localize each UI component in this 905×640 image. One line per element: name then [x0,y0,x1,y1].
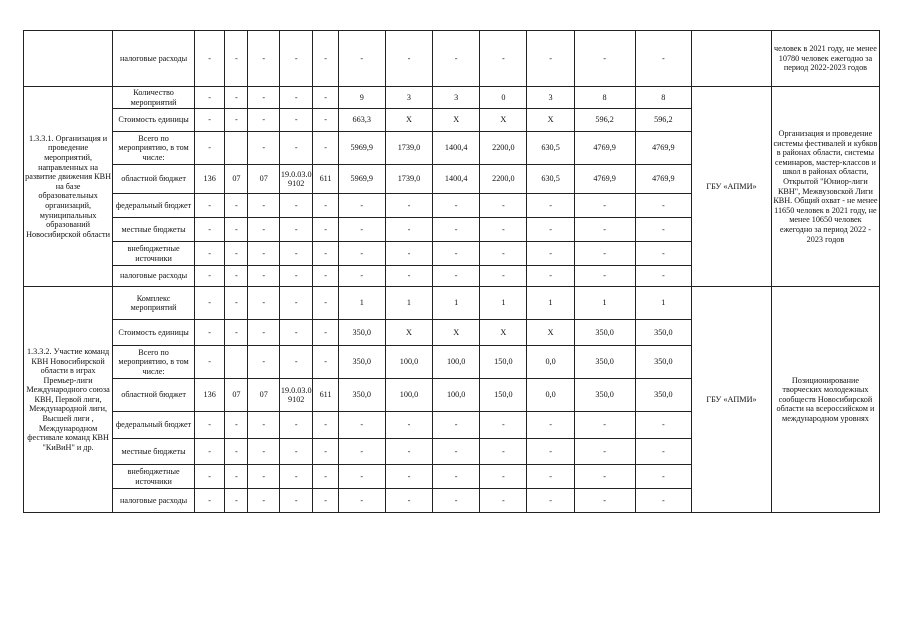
value-cell: - [433,218,480,242]
value-cell: - [433,412,480,439]
value-cell: 100,0 [433,379,480,412]
value-cell: - [433,242,480,266]
value-cell: - [279,412,313,439]
value-cell: - [194,109,224,132]
value-cell: - [385,439,432,465]
value-cell: 07 [248,165,279,194]
value-cell: 350,0 [635,379,692,412]
value-cell: - [225,465,248,489]
value-cell: X [433,109,480,132]
value-cell: - [279,132,313,165]
value-cell: 630,5 [527,165,574,194]
value-cell: 630,5 [527,132,574,165]
value-cell: - [635,194,692,218]
value-cell: 611 [313,379,338,412]
value-cell: 1 [385,287,432,320]
value-cell: - [194,218,224,242]
value-cell: - [313,87,338,109]
value-cell: - [279,242,313,266]
value-cell: 150,0 [480,346,527,379]
value-cell: - [279,109,313,132]
value-cell: - [313,266,338,287]
value-cell: - [635,218,692,242]
row-label: налоговые расходы [113,266,195,287]
value-cell: - [279,218,313,242]
result-cell: Позиционирование творческих молодежных сообществ Новосибирской области на всероссийском и международном уровнях [771,287,879,513]
value-cell: - [225,439,248,465]
value-cell: - [225,218,248,242]
value-cell: - [225,87,248,109]
value-cell: 19.0.03.0 9102 [279,165,313,194]
value-cell: - [480,266,527,287]
value-cell: - [279,346,313,379]
value-cell: - [313,465,338,489]
activity-cell [24,31,113,87]
value-cell: - [635,465,692,489]
value-cell: 350,0 [635,320,692,346]
value-cell: - [574,412,635,439]
row-label: налоговые расходы [113,31,195,87]
row-label: Комплекс мероприятий [113,287,195,320]
value-cell: 1400,4 [433,132,480,165]
value-cell: 8 [635,87,692,109]
value-cell: - [480,412,527,439]
value-cell: - [225,194,248,218]
value-cell: - [248,465,279,489]
value-cell: X [480,109,527,132]
value-cell: 150,0 [480,379,527,412]
value-cell: - [635,489,692,513]
value-cell: - [248,320,279,346]
value-cell: - [338,194,385,218]
value-cell: - [480,465,527,489]
value-cell: 4769,9 [574,132,635,165]
value-cell: - [279,320,313,346]
value-cell: - [338,266,385,287]
value-cell: 4769,9 [635,132,692,165]
value-cell: - [527,412,574,439]
activity-cell: 1.3.3.1. Организация и проведение мероприятий, направленных на развитие движения КВН на базе образовательных организаций, муниципальных образований Новосибирской области [24,87,113,287]
value-cell: 350,0 [635,346,692,379]
value-cell: 3 [433,87,480,109]
value-cell: - [313,218,338,242]
value-cell: - [225,412,248,439]
value-cell: - [225,489,248,513]
value-cell: X [480,320,527,346]
value-cell: - [385,465,432,489]
value-cell: - [248,346,279,379]
value-cell: - [248,287,279,320]
executor-cell [692,31,772,87]
value-cell: - [313,242,338,266]
row-label: местные бюджеты [113,439,195,465]
value-cell: - [527,31,574,87]
value-cell: 1739,0 [385,165,432,194]
value-cell: - [194,346,224,379]
value-cell: - [194,87,224,109]
value-cell: 1 [338,287,385,320]
value-cell: - [313,194,338,218]
row-label: внебюджетные источники [113,242,195,266]
value-cell: 3 [527,87,574,109]
value-cell: - [279,287,313,320]
value-cell: X [527,109,574,132]
executor-cell: ГБУ «АПМИ» [692,87,772,287]
value-cell: 4769,9 [574,165,635,194]
value-cell: 07 [225,379,248,412]
value-cell: 611 [313,165,338,194]
value-cell [225,132,248,165]
value-cell: X [385,320,432,346]
result-cell: человек в 2021 году, не менее 10780 человек ежегодно за период 2022-2023 годов [771,31,879,87]
value-cell: - [480,489,527,513]
value-cell: - [313,489,338,513]
value-cell: - [248,194,279,218]
value-cell: - [338,31,385,87]
value-cell: - [574,465,635,489]
value-cell: - [248,439,279,465]
value-cell: - [635,439,692,465]
value-cell: - [635,242,692,266]
value-cell: 0,0 [527,379,574,412]
value-cell: 1 [635,287,692,320]
value-cell: X [385,109,432,132]
row-label: федеральный бюджет [113,412,195,439]
value-cell: - [248,87,279,109]
row-label: местные бюджеты [113,218,195,242]
table-row [24,287,880,320]
value-cell: - [194,320,224,346]
row-label: Количество мероприятий [113,87,195,109]
value-cell: - [433,194,480,218]
value-cell: - [194,465,224,489]
value-cell: 1 [433,287,480,320]
value-cell: - [527,218,574,242]
table-row [24,31,880,87]
value-cell: 2200,0 [480,165,527,194]
row-label: федеральный бюджет [113,194,195,218]
value-cell: - [574,489,635,513]
value-cell: 100,0 [385,379,432,412]
value-cell: 596,2 [574,109,635,132]
value-cell: 350,0 [338,346,385,379]
value-cell: X [527,320,574,346]
value-cell: 350,0 [574,320,635,346]
row-label: областной бюджет [113,165,195,194]
row-label: Всего по мероприятию, в том числе: [113,132,195,165]
value-cell: - [225,287,248,320]
value-cell: 100,0 [385,346,432,379]
value-cell: 350,0 [338,320,385,346]
value-cell: 350,0 [574,379,635,412]
value-cell: - [248,109,279,132]
value-cell: - [225,320,248,346]
value-cell: - [194,439,224,465]
value-cell: - [574,266,635,287]
value-cell: - [313,132,338,165]
value-cell: X [433,320,480,346]
value-cell: - [313,287,338,320]
row-label: Стоимость единицы [113,320,195,346]
value-cell: - [527,439,574,465]
value-cell: 0,0 [527,346,574,379]
value-cell: 07 [225,165,248,194]
value-cell: - [480,194,527,218]
value-cell: 1 [480,287,527,320]
value-cell: 07 [248,379,279,412]
value-cell: - [574,31,635,87]
value-cell: 5969,9 [338,165,385,194]
value-cell: - [480,218,527,242]
value-cell: 350,0 [574,346,635,379]
value-cell: - [225,266,248,287]
value-cell: - [527,489,574,513]
value-cell: - [433,439,480,465]
value-cell: 350,0 [338,379,385,412]
value-cell: - [313,109,338,132]
value-cell: - [248,242,279,266]
row-label: областной бюджет [113,379,195,412]
value-cell: 663,3 [338,109,385,132]
value-cell: - [279,439,313,465]
value-cell: 136 [194,165,224,194]
value-cell: - [194,194,224,218]
value-cell: 136 [194,379,224,412]
value-cell: - [279,194,313,218]
value-cell: - [248,31,279,87]
value-cell: - [279,266,313,287]
value-cell: - [338,489,385,513]
value-cell: - [338,218,385,242]
executor-cell: ГБУ «АПМИ» [692,287,772,513]
program-table [23,30,880,513]
value-cell: - [279,87,313,109]
value-cell: - [635,266,692,287]
value-cell: 5969,9 [338,132,385,165]
value-cell: - [338,439,385,465]
value-cell: - [574,218,635,242]
value-cell: - [433,489,480,513]
value-cell: - [385,218,432,242]
value-cell: - [338,242,385,266]
value-cell: - [248,266,279,287]
value-cell: - [385,489,432,513]
value-cell: - [248,218,279,242]
value-cell: 1 [574,287,635,320]
value-cell: - [480,31,527,87]
value-cell: 1400,4 [433,165,480,194]
value-cell: 3 [385,87,432,109]
value-cell: - [338,412,385,439]
value-cell: - [385,266,432,287]
value-cell: - [279,31,313,87]
value-cell: - [313,346,338,379]
value-cell: - [385,194,432,218]
value-cell: - [194,266,224,287]
value-cell: - [338,465,385,489]
value-cell: - [635,412,692,439]
value-cell: - [527,242,574,266]
value-cell: - [194,287,224,320]
value-cell: - [574,439,635,465]
value-cell: - [279,489,313,513]
row-label: Всего по мероприятию, в том числе: [113,346,195,379]
value-cell: - [248,489,279,513]
value-cell: - [385,412,432,439]
value-cell: - [313,31,338,87]
table-row [24,87,880,109]
value-cell: 8 [574,87,635,109]
value-cell: 1739,0 [385,132,432,165]
value-cell: - [279,465,313,489]
row-label: налоговые расходы [113,489,195,513]
value-cell: - [433,465,480,489]
value-cell: - [433,266,480,287]
value-cell: 2200,0 [480,132,527,165]
value-cell: - [313,320,338,346]
value-cell: - [248,132,279,165]
value-cell: - [194,489,224,513]
value-cell: - [225,242,248,266]
value-cell: - [313,439,338,465]
value-cell: - [480,439,527,465]
value-cell: - [480,242,527,266]
value-cell: - [574,242,635,266]
value-cell: - [527,465,574,489]
value-cell: - [433,31,480,87]
value-cell: - [248,412,279,439]
value-cell: - [194,31,224,87]
value-cell: - [635,31,692,87]
result-cell: Организация и проведение системы фестивалей и кубков в районах области, системы семинаров, мастер-классов и школ в районах области, Открытой "Юниор-лиги КВН", Межвузовской Лиги КВН. Общий охват - не менее 11650 человек в 2021 году, не менее 10650 человек ежегодно за период 2022 - 2023 годов [771,87,879,287]
value-cell: - [313,412,338,439]
value-cell: 9 [338,87,385,109]
value-cell: - [194,242,224,266]
value-cell: - [194,412,224,439]
value-cell: - [527,266,574,287]
value-cell: - [574,194,635,218]
value-cell [225,346,248,379]
row-label: внебюджетные источники [113,465,195,489]
row-label: Стоимость единицы [113,109,195,132]
value-cell: - [225,109,248,132]
value-cell: 1 [527,287,574,320]
value-cell: - [194,132,224,165]
activity-cell: 1.3.3.2. Участие команд КВН Новосибирской области в играх Премьер-лиги Международного союза КВН, Первой лиги, Международной лиги, Высшей лиги , Международном фестивале команд КВН "КиВиН" и др. [24,287,113,513]
value-cell: 4769,9 [635,165,692,194]
value-cell: 0 [480,87,527,109]
value-cell: - [225,31,248,87]
value-cell: - [385,31,432,87]
value-cell: 100,0 [433,346,480,379]
value-cell: 19.0.03.0 9102 [279,379,313,412]
value-cell: - [385,242,432,266]
value-cell: 596,2 [635,109,692,132]
value-cell: - [527,194,574,218]
